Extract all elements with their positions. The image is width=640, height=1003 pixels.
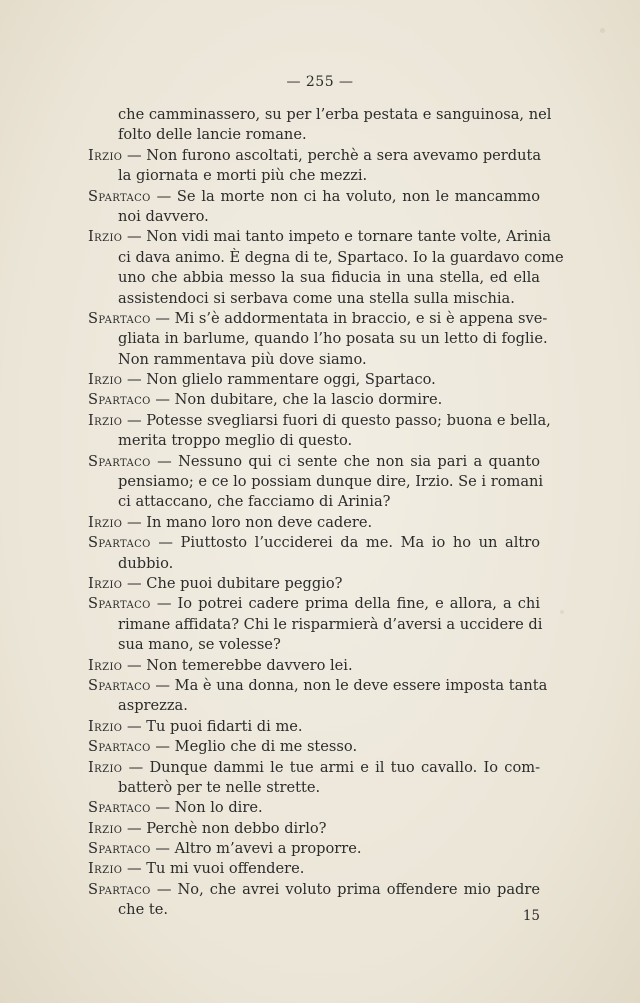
- dialogue-line: [88, 737, 540, 757]
- paper-stain: [600, 28, 605, 33]
- line-text: — Non temerebbe davvero lei.: [127, 656, 353, 674]
- line-text: — Io potrei cadere prima della fine, e allora, a chi: [156, 595, 540, 613]
- speaker-name: Spartaco: [88, 840, 151, 858]
- speaker-name: Irzio: [88, 371, 123, 389]
- line-text: — Tu mi vuoi offendere.: [127, 860, 305, 878]
- continuation-line: [88, 125, 540, 145]
- speaker-name: Spartaco: [88, 595, 151, 613]
- line-text: la giornata e morti più che mezzi.: [118, 167, 368, 185]
- speaker-name: Spartaco: [88, 391, 151, 409]
- continuation-line: [88, 431, 540, 451]
- signature-mark: 15: [522, 908, 540, 924]
- dialogue-line: [88, 227, 552, 247]
- line-text: — Non glielo rammentare oggi, Spartaco.: [127, 371, 436, 389]
- continuation-line: [88, 207, 540, 227]
- speaker-name: Spartaco: [88, 187, 151, 205]
- line-text: folto delle lancie romane.: [118, 126, 307, 144]
- line-text: — Piuttosto l’ucciderei da me. Ma io ho un altro: [158, 534, 540, 552]
- speaker-name: Irzio: [88, 819, 123, 837]
- line-text: uno che abbia messo la sua fiducia in una stella, ed ella: [118, 269, 540, 287]
- line-text: — Perchè non debbo dirlo?: [127, 819, 327, 837]
- continuation-line: [88, 350, 540, 370]
- line-text: — Nessuno qui ci sente che non sia pari a quanto: [157, 452, 540, 470]
- continuation-line: [88, 268, 540, 288]
- speaker-name: Irzio: [88, 146, 123, 164]
- speaker-name: Irzio: [88, 717, 123, 735]
- line-text: — Non dubitare, che la lascio dormire.: [155, 391, 443, 409]
- speaker-name: Spartaco: [88, 799, 151, 817]
- speaker-name: Spartaco: [88, 880, 151, 898]
- speaker-name: Spartaco: [88, 738, 151, 756]
- line-text: — Che puoi dubitare peggio?: [127, 574, 343, 592]
- line-text: pensiamo; e ce lo possiam dunque dire, Irzio. Se i romani: [118, 473, 544, 491]
- paper-stain: [560, 610, 564, 614]
- dialogue-line: [88, 717, 540, 737]
- line-text: rimane affidata? Chi le risparmierà d’aversi a uccidere di: [118, 615, 543, 633]
- speaker-name: Irzio: [88, 574, 123, 592]
- dialogue-line: [88, 758, 540, 778]
- speaker-name: Spartaco: [88, 452, 151, 470]
- line-text: — Non lo dire.: [155, 799, 263, 817]
- line-text: — Dunque dammi le tue armi e il tuo cavallo. Io com-: [128, 758, 540, 776]
- speaker-name: Irzio: [88, 513, 123, 531]
- dialogue-line: [88, 594, 540, 614]
- page-number: — 255 —: [286, 74, 354, 90]
- continuation-line: [88, 900, 540, 920]
- line-text: — Se la morte non ci ha voluto, non le mancammo: [156, 187, 541, 205]
- continuation-line: [88, 166, 540, 186]
- dialogue-line: [88, 390, 540, 410]
- line-text: — Ma è una donna, non le deve essere imposta tanta: [155, 676, 548, 694]
- dialogue-line: [88, 798, 540, 818]
- line-text: — Meglio che di me stesso.: [155, 738, 358, 756]
- continuation-line: [88, 329, 548, 349]
- continuation-line: [88, 289, 540, 309]
- line-text: — Non vidi mai tanto impeto e tornare tante volte, Arinia: [127, 228, 552, 246]
- line-text: asprezza.: [118, 697, 188, 715]
- line-text: — Mi s’è addormentata in braccio, e si è appena sve-: [155, 309, 548, 327]
- line-text: batterò per te nelle strette.: [118, 778, 321, 796]
- speaker-name: Spartaco: [88, 309, 151, 327]
- continuation-line: [88, 492, 540, 512]
- line-text: assistendoci si serbava come una stella sulla mischia.: [118, 289, 515, 307]
- line-text: ci attaccano, che facciamo di Arinia?: [118, 493, 391, 511]
- continuation-line: [88, 554, 540, 574]
- line-text: — In mano loro non deve cadere.: [127, 513, 373, 531]
- continuation-line: [88, 635, 540, 655]
- speaker-name: Irzio: [88, 860, 123, 878]
- dialogue-line: [88, 187, 540, 207]
- dialogue-line: [88, 859, 540, 879]
- line-text: — Non furono ascoltati, perchè a sera avevamo perduta: [127, 146, 542, 164]
- line-text: — Altro m’avevi a proporre.: [155, 840, 362, 858]
- continuation-line: [88, 472, 544, 492]
- line-text: — Potesse svegliarsi fuori di questo passo; buona e bella,: [127, 411, 551, 429]
- continuation-line: [88, 615, 543, 635]
- dialogue-line: [88, 676, 548, 696]
- dialogue-line: [88, 411, 551, 431]
- dialogue-line: [88, 839, 540, 859]
- speaker-name: Irzio: [88, 228, 123, 246]
- speaker-name: Irzio: [88, 656, 123, 674]
- dialogue-line: [88, 880, 540, 900]
- continuation-line: [88, 778, 540, 798]
- continuation-line: [88, 696, 540, 716]
- line-text: sua mano, se volesse?: [118, 636, 281, 654]
- dialogue-line: [88, 819, 540, 839]
- line-text: che camminassero, su per l’erba pestata e sanguinosa, nel: [118, 106, 552, 123]
- dialogue-line: [88, 513, 540, 533]
- dialogue-line: [88, 370, 540, 390]
- dialogue-line: [88, 309, 548, 329]
- speaker-name: Spartaco: [88, 534, 151, 552]
- line-text: Non rammentava più dove siamo.: [118, 350, 367, 368]
- dialogue-line: [88, 452, 540, 472]
- speaker-name: Spartaco: [88, 676, 151, 694]
- line-text: ci dava animo. È degna di te, Spartaco. Io la guardavo come: [118, 248, 564, 266]
- continuation-line: [88, 105, 552, 125]
- dialogue-line: [88, 574, 540, 594]
- line-text: merita troppo meglio di questo.: [118, 432, 353, 450]
- speaker-name: Irzio: [88, 758, 123, 776]
- dialogue-line: [88, 656, 540, 676]
- line-text: — Tu puoi fidarti di me.: [127, 717, 303, 735]
- dialogue-line: [88, 533, 540, 553]
- line-text: — No, che avrei voluto prima offendere mio padre: [156, 880, 540, 898]
- dialogue-line: [88, 146, 540, 166]
- line-text: noi davvero.: [118, 207, 209, 225]
- speaker-name: Irzio: [88, 411, 123, 429]
- continuation-line: [88, 248, 564, 268]
- line-text: che te.: [118, 901, 168, 919]
- dialogue-text: [88, 105, 564, 921]
- line-text: dubbio.: [118, 554, 174, 572]
- line-text: gliata in barlume, quando l’ho posata su un letto di foglie.: [118, 330, 548, 348]
